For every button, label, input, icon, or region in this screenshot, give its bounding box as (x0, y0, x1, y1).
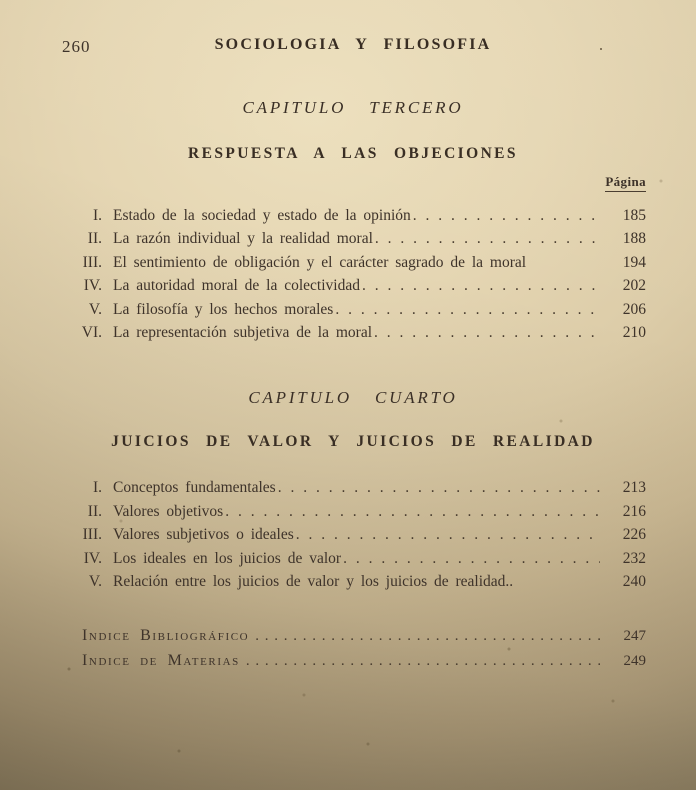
toc-roman-numeral: III. (82, 526, 102, 544)
toc-row (60, 227, 646, 250)
toc-entry-title: Valores subjetivos o ideales (113, 526, 294, 544)
dot-leader (296, 523, 600, 546)
back-matter-row (60, 624, 646, 648)
toc-row (60, 321, 646, 344)
toc-page-number: 226 (622, 526, 646, 544)
toc-roman-numeral: V. (88, 573, 102, 591)
chapter3-toc (60, 204, 646, 344)
toc-roman-numeral: I. (92, 479, 102, 497)
toc-roman-numeral: III. (82, 253, 102, 271)
back-matter-title: Indice Bibliográfico (82, 627, 250, 645)
chapter3-title: RESPUESTA A LAS OBJECIONES (188, 145, 518, 162)
dot-leader (374, 321, 600, 344)
back-matter (60, 624, 646, 673)
dot-leader (375, 227, 600, 250)
toc-page-number: 213 (622, 479, 646, 497)
toc-page-number: 210 (622, 324, 646, 342)
toc-entry-title: Los ideales en los juicios de valor (113, 549, 342, 567)
toc-roman-numeral: IV. (83, 549, 102, 567)
back-matter-page-number: 249 (623, 652, 646, 669)
toc-entry-title: Conceptos fundamentales (113, 479, 276, 497)
toc-entry-title: La razón individual y la realidad moral (113, 230, 373, 248)
toc-page-number: 194 (622, 253, 646, 271)
toc-row (60, 570, 646, 593)
dot-leader (246, 650, 600, 673)
toc-entry-title: La representación subjetiva de la moral (113, 324, 373, 342)
toc-entry-title: Relación entre los juicios de valor y los juicios de realidad.. (113, 573, 514, 591)
toc-page-number: 206 (622, 300, 646, 318)
toc-row (60, 251, 646, 274)
toc-row (60, 547, 646, 570)
toc-page-number: 232 (622, 549, 646, 567)
dot-leader (343, 547, 600, 570)
dot-leader (413, 204, 600, 227)
toc-entry-title: La autoridad moral de la colectividad (113, 277, 360, 295)
toc-roman-numeral: I. (92, 207, 102, 224)
page-header (60, 36, 646, 58)
running-head: SOCIOLOGIA Y FILOSOFIA (214, 36, 492, 53)
toc-roman-numeral: V. (88, 300, 102, 318)
chapter4-title: JUICIOS DE VALOR Y JUICIOS DE REALIDAD (111, 433, 595, 451)
toc-roman-numeral: II. (87, 230, 102, 248)
toc-page-number: 185 (622, 207, 646, 224)
toc-roman-numeral: IV. (83, 277, 102, 295)
toc-entry-title: La filosofía y los hechos morales (113, 300, 334, 318)
toc-row (60, 523, 646, 546)
toc-row (60, 500, 646, 523)
dot-leader (362, 274, 600, 297)
toc-page-number: 188 (622, 230, 646, 248)
toc-entry-title: El sentimiento de obligación y el carácter sagrado de la moral (113, 253, 527, 271)
page-folio-number: 260 (62, 37, 91, 56)
chapter3-kicker: CAPITULO TERCERO (242, 98, 464, 117)
toc-roman-numeral: VI. (81, 324, 102, 342)
toc-entry-title: Estado de la sociedad y estado de la opinión (113, 207, 411, 224)
toc-entry-title: Valores objetivos (113, 502, 224, 520)
toc-page-number: 202 (622, 277, 646, 295)
dot-leader (255, 625, 600, 648)
toc-row (60, 274, 646, 297)
paper-speckles (0, 0, 2, 2)
dot-leader (225, 500, 600, 523)
chapter4-toc (60, 476, 646, 593)
toc-row (60, 298, 646, 321)
back-matter-title: Indice de Materias (82, 651, 240, 669)
back-matter-page-number: 247 (623, 628, 646, 645)
toc-page-number: 216 (622, 502, 646, 520)
chapter4-kicker: CAPITULO CUARTO (248, 388, 458, 408)
page-column-label: Página (60, 174, 646, 192)
dot-leader (278, 476, 600, 499)
toc-row (60, 204, 646, 227)
back-matter-row (60, 649, 646, 673)
dot-leader (335, 298, 600, 321)
toc-page-number: 240 (622, 573, 646, 591)
toc-roman-numeral: II. (87, 502, 102, 520)
toc-row (60, 476, 646, 499)
